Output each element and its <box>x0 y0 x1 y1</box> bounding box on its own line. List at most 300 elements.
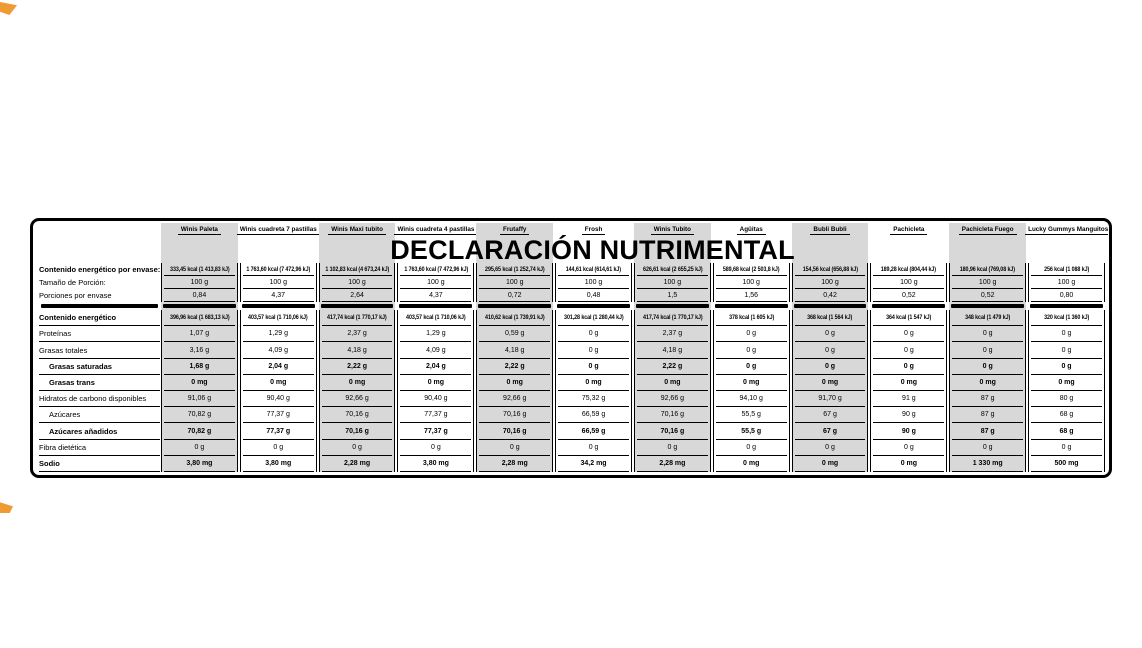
value-text: 0,84 <box>192 291 207 299</box>
value-cell <box>1031 289 1102 302</box>
per-100g-section <box>397 310 474 472</box>
value-text: 301,28 kcal (1 280,44 kJ) <box>563 314 624 322</box>
value-text: 87 g <box>980 395 995 403</box>
value-cell <box>164 342 235 358</box>
value-cell <box>637 391 708 407</box>
value-text: 0 mg <box>585 378 602 386</box>
value-text: 410,62 kcal (1 739,91 kJ) <box>484 314 545 322</box>
value-cell <box>322 342 393 358</box>
value-text: 67 g <box>823 411 837 419</box>
section-divider <box>321 304 394 308</box>
value-text: 0 g <box>825 443 835 451</box>
value-text: 1,29 g <box>426 330 446 338</box>
value-text: 77,37 g <box>424 411 448 419</box>
product-name: Frutaffy <box>500 226 529 235</box>
value-cell <box>400 423 471 439</box>
value-cell <box>873 359 944 375</box>
value-cell <box>873 391 944 407</box>
value-text: 1,07 g <box>189 330 210 338</box>
value-cell <box>873 289 944 302</box>
value-text: 100 g <box>900 278 918 286</box>
section-divider <box>872 304 945 308</box>
per-package-section <box>792 263 869 302</box>
value-cell <box>558 359 629 375</box>
value-text: 94,10 g <box>739 395 763 403</box>
value-text: 180,96 kcal (769,08 kJ) <box>960 265 1016 273</box>
value-text: 100 g <box>348 278 366 286</box>
value-cell <box>795 375 866 391</box>
row-label: Proteínas <box>39 326 160 342</box>
value-text: 2,28 mg <box>659 459 686 467</box>
row-label: Contenido energético <box>39 310 160 326</box>
value-cell <box>952 456 1023 472</box>
value-cell <box>558 375 629 391</box>
value-cell <box>637 276 708 289</box>
row-label: Grasas saturadas <box>39 359 160 375</box>
value-text: 320 kcal (1 360 kJ) <box>1043 314 1090 322</box>
value-cell <box>243 456 314 472</box>
value-cell <box>243 375 314 391</box>
value-cell <box>1031 326 1102 342</box>
value-cell <box>716 359 787 375</box>
value-text: 256 kcal (1 088 kJ) <box>1043 265 1090 273</box>
label-column-header-spacer <box>39 223 160 238</box>
row-labels-column <box>36 223 160 472</box>
value-text: 70,16 g <box>660 427 685 435</box>
value-cell <box>952 423 1023 439</box>
value-text: 333,45 kcal (1 413,83 kJ) <box>169 265 230 273</box>
value-text: 91 g <box>902 395 916 403</box>
product-column <box>949 223 1026 472</box>
title-band-spacer <box>240 238 317 263</box>
value-text: 0 g <box>825 330 835 338</box>
value-text: 4,09 g <box>268 346 288 354</box>
title-band-spacer <box>39 238 160 263</box>
product-column-header <box>1028 223 1109 238</box>
value-text: 0 g <box>904 443 914 451</box>
value-cell <box>164 310 235 326</box>
value-text: 1,29 g <box>268 330 288 338</box>
per-100g-section <box>870 310 947 472</box>
value-text: 1 330 mg <box>972 459 1003 467</box>
value-text: 67 g <box>823 427 838 435</box>
value-cell <box>873 423 944 439</box>
value-cell <box>243 359 314 375</box>
product-column <box>319 223 396 472</box>
value-text: 1 763,60 kcal (7 472,96 kJ) <box>246 265 311 273</box>
title-band-spacer <box>161 238 238 263</box>
per-100g-section <box>634 310 711 472</box>
value-cell <box>243 276 314 289</box>
product-column <box>161 223 238 472</box>
section-divider <box>399 304 472 308</box>
value-cell <box>952 289 1023 302</box>
value-cell <box>1031 263 1102 276</box>
value-cell <box>795 342 866 358</box>
value-text: 4,18 g <box>504 346 525 354</box>
value-cell <box>479 359 550 375</box>
value-text: 92,66 g <box>345 395 369 403</box>
value-text: 0 g <box>904 346 914 354</box>
product-column-header <box>161 223 238 238</box>
row-label: Grasas trans <box>39 375 160 391</box>
product-name: Winis Maxi tubito <box>328 226 386 235</box>
section-divider <box>557 304 630 308</box>
value-text: 1,56 <box>744 291 759 299</box>
value-cell <box>716 391 787 407</box>
value-cell <box>322 326 393 342</box>
value-cell <box>400 440 471 456</box>
value-cell <box>1031 391 1102 407</box>
value-cell <box>558 456 629 472</box>
value-text: 87 g <box>980 411 995 419</box>
per-package-section <box>397 263 474 302</box>
per-100g-section <box>1028 310 1105 472</box>
section-divider <box>636 304 709 308</box>
value-cell <box>164 263 235 276</box>
value-cell <box>1031 342 1102 358</box>
value-cell <box>322 263 393 276</box>
value-text: 403,57 kcal (1 710,06 kJ) <box>406 314 466 322</box>
value-cell <box>558 326 629 342</box>
value-text: 348 kcal (1 479 kJ) <box>965 314 1011 322</box>
value-text: 4,37 <box>271 291 286 299</box>
value-text: 91,70 g <box>818 395 842 403</box>
value-cell <box>1031 440 1102 456</box>
label-main-section <box>39 310 160 472</box>
value-text: 0 g <box>825 346 835 354</box>
value-text: 0 mg <box>900 378 918 386</box>
value-text: 75,32 g <box>581 395 606 403</box>
value-text: 2,64 <box>350 291 364 299</box>
product-column <box>240 223 317 472</box>
value-text: 100 g <box>742 278 760 286</box>
value-cell <box>243 310 314 326</box>
value-cell <box>164 359 235 375</box>
value-text: 4,37 <box>429 291 443 299</box>
value-text: 0 g <box>982 346 993 354</box>
value-cell <box>400 391 471 407</box>
value-cell <box>1031 375 1102 391</box>
value-cell <box>164 289 235 302</box>
value-text: 0 mg <box>427 378 445 386</box>
value-cell <box>637 326 708 342</box>
value-text: 1,68 g <box>189 362 210 370</box>
value-text: 0 g <box>667 443 678 451</box>
per-100g-section <box>949 310 1026 472</box>
value-text: 0,72 <box>507 291 522 299</box>
product-name: Winis Paleta <box>178 226 221 235</box>
title-band-spacer <box>949 238 1026 263</box>
value-cell <box>322 440 393 456</box>
value-text: 3,80 mg <box>422 459 449 467</box>
value-text: 100 g <box>584 278 603 286</box>
row-label: Azúcares <box>39 407 160 423</box>
value-text: 2,04 g <box>425 362 446 370</box>
value-cell <box>558 440 629 456</box>
value-text: 500 mg <box>1054 459 1079 467</box>
value-cell <box>795 423 866 439</box>
value-cell <box>322 289 393 302</box>
value-text: 55,5 g <box>741 427 762 435</box>
value-cell <box>637 375 708 391</box>
value-text: 100 g <box>427 278 445 286</box>
value-text: 368 kcal (1 564 kJ) <box>807 314 853 322</box>
product-name: Pachicleta Fuego <box>959 226 1017 235</box>
value-text: 0 g <box>194 443 205 451</box>
value-cell <box>716 407 787 423</box>
value-text: 2,28 mg <box>344 459 371 467</box>
section-divider <box>715 304 788 308</box>
value-text: 2,04 g <box>268 362 289 370</box>
per-100g-section <box>555 310 632 472</box>
value-text: 0 g <box>588 346 599 354</box>
value-cell <box>243 407 314 423</box>
value-text: 0 mg <box>979 378 996 386</box>
table-title: DECLARACIÓN NUTRIMENTAL <box>390 235 795 265</box>
product-name: Winis cuadreta 4 pastillas <box>394 226 477 235</box>
value-text: 189,28 kcal (804,44 kJ) <box>881 265 937 273</box>
value-text: 0 g <box>982 362 993 370</box>
value-text: 0 g <box>982 443 993 451</box>
value-cell <box>795 310 866 326</box>
value-text: 70,16 g <box>345 427 369 435</box>
nutrition-table <box>30 218 1112 478</box>
value-cell <box>322 423 393 439</box>
value-cell <box>164 391 235 407</box>
row-label: Tamaño de Porción: <box>39 278 106 287</box>
value-cell <box>952 263 1023 276</box>
row-label: Hidratos de carbono disponibles <box>39 391 160 407</box>
value-text: 0 g <box>352 443 362 451</box>
value-text: 80 g <box>1059 395 1074 403</box>
value-cell <box>637 423 708 439</box>
value-cell <box>795 456 866 472</box>
value-text: 364 kcal (1 547 kJ) <box>886 314 932 322</box>
value-text: 1 763,60 kcal (7 472,96 kJ) <box>403 265 468 273</box>
value-cell <box>558 289 629 302</box>
value-cell <box>795 407 866 423</box>
per-package-section <box>634 263 711 302</box>
value-text: 0 mg <box>664 378 681 386</box>
value-text: 154,56 kcal (656,88 kJ) <box>802 265 858 273</box>
value-cell <box>164 423 235 439</box>
value-cell <box>873 310 944 326</box>
value-text: 34,2 mg <box>580 459 607 467</box>
value-cell <box>952 326 1023 342</box>
value-text: 0 mg <box>821 459 839 467</box>
value-cell <box>637 440 708 456</box>
value-text: 0 g <box>982 330 993 338</box>
value-cell <box>243 423 314 439</box>
value-cell <box>479 342 550 358</box>
section-divider <box>1030 304 1103 308</box>
value-text: 3,80 mg <box>186 459 213 467</box>
value-cell <box>952 391 1023 407</box>
value-cell <box>400 276 471 289</box>
value-cell <box>322 391 393 407</box>
value-cell <box>716 423 787 439</box>
value-cell <box>243 342 314 358</box>
value-cell <box>795 440 866 456</box>
value-text: 77,37 g <box>266 427 291 435</box>
product-column-header <box>792 223 869 238</box>
section-divider <box>242 304 315 308</box>
value-cell <box>400 289 471 302</box>
value-cell <box>479 276 550 289</box>
value-cell <box>400 407 471 423</box>
value-cell <box>952 310 1023 326</box>
per-package-section <box>713 263 790 302</box>
value-text: 0 mg <box>506 378 523 386</box>
value-cell <box>558 407 629 423</box>
value-cell <box>1031 423 1102 439</box>
value-cell <box>795 276 866 289</box>
value-text: 77,37 g <box>424 427 448 435</box>
value-cell <box>1031 310 1102 326</box>
product-name: Winis cuadreta 7 pastillas <box>237 226 320 235</box>
value-text: 0 g <box>1061 346 1072 354</box>
value-cell <box>479 375 550 391</box>
value-cell <box>243 440 314 456</box>
value-text: 70,16 g <box>345 411 369 419</box>
value-cell <box>952 407 1023 423</box>
value-cell <box>558 423 629 439</box>
value-cell <box>795 326 866 342</box>
value-text: 4,09 g <box>426 346 446 354</box>
value-cell <box>164 276 235 289</box>
value-cell <box>637 407 708 423</box>
value-text: 2,37 g <box>347 330 367 338</box>
per-100g-section <box>319 310 396 472</box>
title-band-spacer <box>870 238 947 263</box>
value-text: 1,5 <box>667 291 678 299</box>
value-cell <box>479 289 550 302</box>
value-cell <box>873 456 944 472</box>
value-text: 0 g <box>746 346 757 354</box>
title-band-spacer <box>319 238 396 263</box>
value-cell <box>952 440 1023 456</box>
product-column-header <box>949 223 1026 238</box>
section-divider <box>163 304 236 308</box>
value-cell <box>873 440 944 456</box>
per-100g-section <box>476 310 553 472</box>
per-package-section <box>240 263 317 302</box>
value-cell <box>400 456 471 472</box>
value-text: 2,28 mg <box>501 459 528 467</box>
value-text: 417,74 kcal (1 770,17 kJ) <box>642 314 703 322</box>
section-divider <box>478 304 551 308</box>
value-text: 0 g <box>1061 362 1072 370</box>
value-text: 0 g <box>1061 443 1072 451</box>
value-cell <box>479 440 550 456</box>
value-text: 0 g <box>824 362 836 370</box>
value-cell <box>795 263 866 276</box>
value-text: 87 g <box>980 427 995 435</box>
per-100g-section <box>792 310 869 472</box>
value-text: 77,37 g <box>266 411 290 419</box>
value-text: 396,96 kcal (1 683,13 kJ) <box>169 314 230 322</box>
value-text: 92,66 g <box>660 395 685 403</box>
value-text: 0 g <box>588 443 599 451</box>
value-cell <box>322 359 393 375</box>
value-text: 4,18 g <box>347 346 367 354</box>
per-100g-section <box>161 310 238 472</box>
value-text: 100 g <box>505 278 524 286</box>
value-cell <box>558 342 629 358</box>
value-cell <box>558 310 629 326</box>
value-cell <box>400 359 471 375</box>
value-text: 92,66 g <box>503 395 527 403</box>
product-column-header <box>870 223 947 238</box>
value-cell <box>873 342 944 358</box>
row-label: Azúcares añadidos <box>39 423 160 439</box>
value-cell <box>322 375 393 391</box>
product-column <box>792 223 869 472</box>
value-cell <box>243 289 314 302</box>
value-text: 417,74 kcal (1 770,17 kJ) <box>327 314 387 322</box>
value-cell <box>795 359 866 375</box>
value-cell <box>243 391 314 407</box>
value-cell <box>164 326 235 342</box>
value-cell <box>873 263 944 276</box>
value-text: 2,22 g <box>504 362 525 370</box>
value-cell <box>322 407 393 423</box>
product-column-header <box>240 223 317 238</box>
product-name: Winis Tubito <box>651 226 694 235</box>
value-text: 0 g <box>904 330 914 338</box>
value-text: 0 mg <box>743 378 760 386</box>
value-cell <box>716 456 787 472</box>
value-text: 0 g <box>746 362 757 370</box>
value-cell <box>164 456 235 472</box>
value-text: 589,68 kcal (2 503,8 kJ) <box>722 265 780 273</box>
value-cell <box>716 310 787 326</box>
value-cell <box>322 310 393 326</box>
value-text: 100 g <box>978 278 997 286</box>
value-cell <box>873 375 944 391</box>
value-cell <box>479 407 550 423</box>
value-cell <box>795 391 866 407</box>
value-cell <box>873 276 944 289</box>
value-text: 0 mg <box>348 378 366 386</box>
row-label: Fibra dietética <box>39 440 160 456</box>
value-text: 0 g <box>746 443 757 451</box>
value-cell <box>558 391 629 407</box>
value-cell <box>716 289 787 302</box>
per-100g-section <box>713 310 790 472</box>
value-cell <box>1031 407 1102 423</box>
value-text: 2,22 g <box>347 362 367 370</box>
value-text: 295,65 kcal (1 252,74 kJ) <box>484 265 545 273</box>
value-text: 0 g <box>746 330 757 338</box>
value-cell <box>558 276 629 289</box>
value-text: 0 g <box>588 330 599 338</box>
value-text: 0 mg <box>270 378 287 386</box>
value-text: 626,61 kcal (2 655,25 kJ) <box>642 265 703 273</box>
value-cell <box>479 456 550 472</box>
per-package-section <box>161 263 238 302</box>
section-divider <box>794 304 867 308</box>
value-text: 100 g <box>190 278 209 286</box>
value-text: 0 g <box>431 443 441 451</box>
value-text: 70,82 g <box>187 411 212 419</box>
value-text: 0 g <box>903 362 914 370</box>
value-cell <box>164 375 235 391</box>
value-text: 378 kcal (1 605 kJ) <box>728 314 774 322</box>
value-text: 0 g <box>1061 330 1072 338</box>
value-text: 4,18 g <box>662 346 683 354</box>
